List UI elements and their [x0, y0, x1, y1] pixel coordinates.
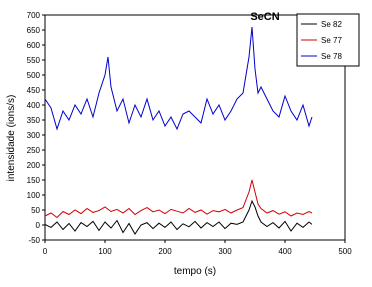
y-tick-label: 0	[35, 221, 40, 230]
x-tick-label: 0	[42, 247, 48, 256]
legend-label: Se 77	[321, 36, 342, 45]
legend-label: Se 82	[321, 20, 342, 29]
y-tick-label: 600	[26, 41, 40, 50]
series-layer	[45, 27, 312, 234]
y-tick-label: -50	[28, 236, 40, 245]
y-tick-label: 500	[26, 71, 40, 80]
x-tick-label: 500	[338, 247, 352, 256]
x-tick-label: 100	[98, 247, 112, 256]
series-line-1	[45, 201, 312, 234]
legend-label: Se 78	[321, 52, 342, 61]
y-tick-label: 50	[31, 206, 40, 215]
y-tick-label: 100	[26, 191, 40, 200]
legend	[297, 14, 359, 66]
x-tick-label: 400	[278, 247, 292, 256]
x-axis-label: tempo (s)	[173, 266, 217, 277]
y-tick-label: 450	[26, 86, 40, 95]
y-tick-label: 700	[26, 11, 40, 20]
y-tick-label: 650	[26, 26, 40, 35]
series-line-2	[45, 180, 312, 218]
y-tick-label: 150	[26, 176, 40, 185]
y-tick-label: 400	[26, 101, 40, 110]
y-tick-label: 200	[26, 161, 40, 170]
y-tick-label: 250	[26, 146, 40, 155]
x-tick-label: 300	[218, 247, 232, 256]
series-line-3	[45, 27, 312, 129]
y-tick-label: 300	[26, 131, 40, 140]
x-tick-label: 200	[158, 247, 172, 256]
y-tick-label: 550	[26, 56, 40, 65]
chart-title: SeCN	[250, 11, 280, 23]
y-axis-label: intensidade (ions/s)	[6, 94, 17, 182]
y-tick-label: 350	[26, 116, 40, 125]
